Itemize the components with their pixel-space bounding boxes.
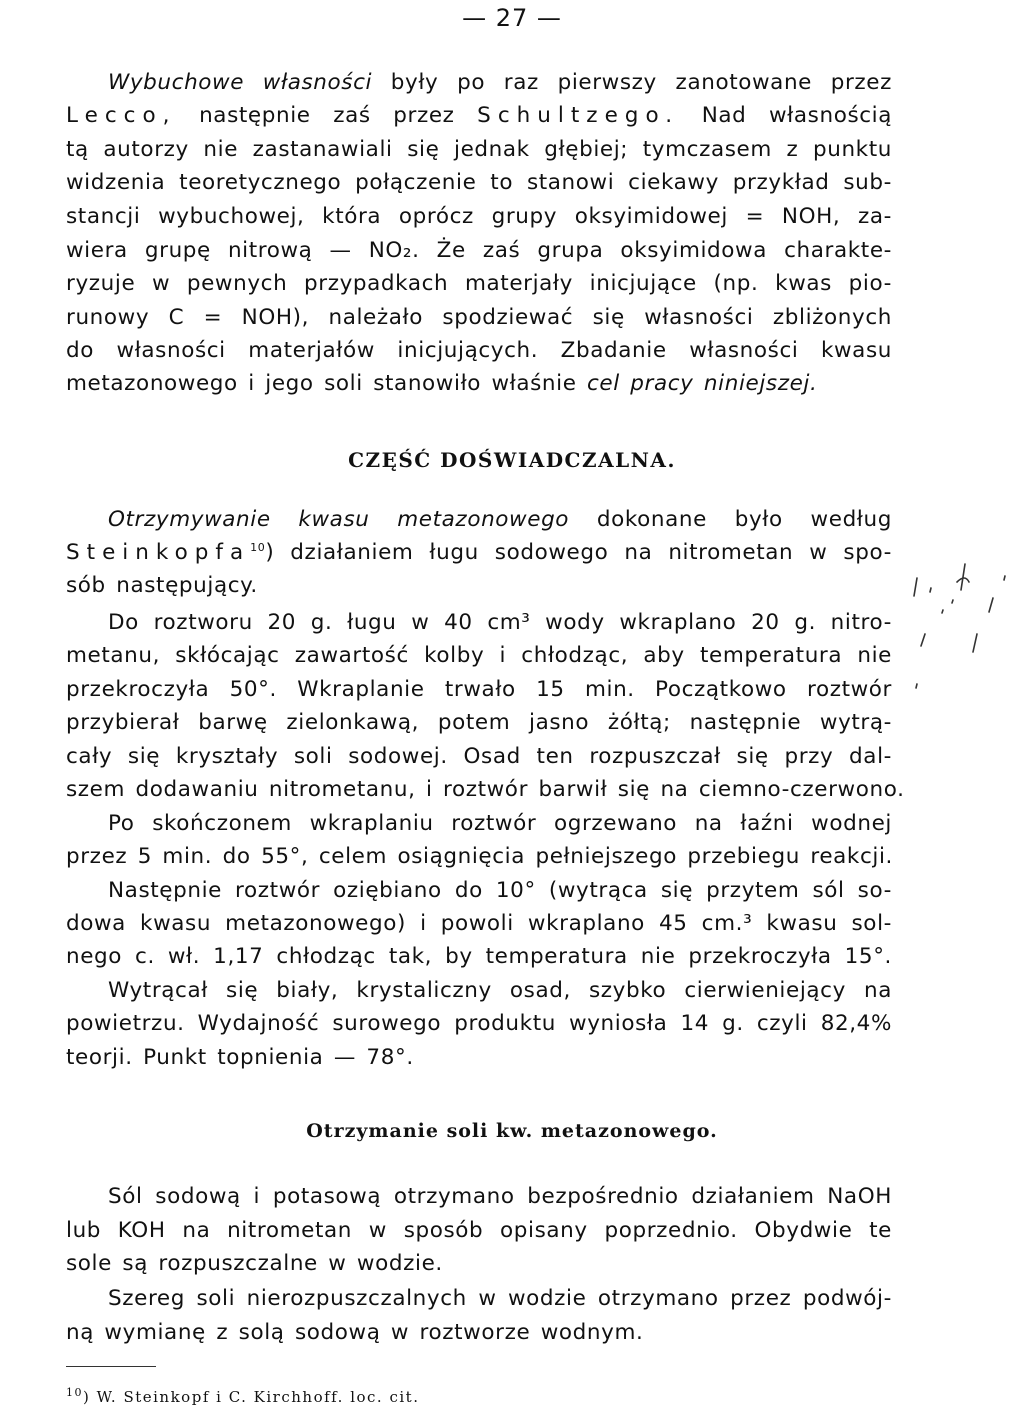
pencil-mark: [921, 634, 925, 646]
prep-line-11: przez 5 min. do 55°, celem osiągnięcia pełniejszego przebiegu reakcji.: [66, 844, 893, 869]
pencil-mark: [914, 578, 917, 596]
prep-line-1: [108, 509, 892, 531]
footnote-text: ) W. Steinkopf i C. Kirchhoff. loc. cit.: [83, 1388, 420, 1406]
prep-line-2-text: ) działaniem ługu sodowego na nitrometan w spo-: [265, 540, 892, 565]
intro-line-2-mid: następnie zaś przez: [199, 103, 455, 128]
margin-pencil-marks: [905, 560, 1015, 700]
section-heading-experimental: CZĘŚĆ DOŚWIADCZALNA.: [348, 448, 676, 472]
salts-line-4: Szereg soli nierozpuszczalnych w wodzie otrzymano przez podwój-: [108, 1286, 892, 1311]
prep-line-9: szem dodawaniu nitrometanu, i roztwór barwił się na ciemno-czerwono.: [66, 777, 905, 802]
intro-line-10: [66, 373, 892, 395]
prep-line-15: Wytrącał się biały, krystaliczny osad, szybko cierwieniejący na: [108, 978, 892, 1003]
prep-line-12: Następnie roztwór oziębiano do 10° (wytrąca się przytem sól so-: [108, 878, 892, 903]
author-lecco: Lecco,: [66, 103, 177, 128]
prep-line-3: sób następujący.: [66, 573, 258, 598]
pencil-mark: [973, 634, 977, 652]
intro-line-2-rest: Nad własnością: [701, 103, 893, 128]
intro-line-4: widzenia teoretycznego połączenie to stanowi ciekawy przykład sub-: [66, 170, 892, 195]
intro-line-9: do własności materjałów inicjujących. Zbadanie własności kwasu: [66, 338, 892, 363]
prep-line-1-text: dokonane było według: [596, 507, 892, 532]
prep-line-16: powietrzu. Wydajność surowego produktu wyniosła 14 g. czyli 82,4%: [66, 1011, 892, 1036]
intro-emphasis: Wybuchowe własności: [108, 70, 373, 95]
prep-line-5: metanu, skłócając zawartość kolby i chłodząc, aby temperatura nie: [66, 643, 892, 668]
salts-line-1: Sól sodową i potasową otrzymano bezpośrednio działaniem NaOH: [108, 1184, 892, 1209]
pencil-mark: [989, 598, 993, 612]
prep-line-2: [66, 542, 892, 564]
salts-line-3: sole są rozpuszczalne w wodzie.: [66, 1251, 443, 1276]
pencil-mark: [952, 600, 953, 603]
author-steinkopf: Steinkopfa: [66, 540, 251, 565]
prep-line-13: dowa kwasu metazonowego) i powoli wkraplano 45 cm.³ kwasu sol-: [66, 911, 892, 936]
intro-line-8: runowy C = NOH), należało spodziewać się własności zbliżonych: [66, 305, 892, 330]
intro-line-2: [66, 105, 892, 127]
section-heading-salts: Otrzymanie soli kw. metazonowego.: [306, 1120, 718, 1142]
author-schultze: Schultzego.: [477, 103, 680, 128]
intro-line-1: [108, 72, 892, 94]
pencil-mark: [1004, 576, 1005, 580]
intro-line-3: tą autorzy nie zastanawiali się jednak głębiej; tymczasem z punktu: [66, 137, 892, 162]
salts-line-5: ną wymianę z solą sodową w roztworze wodnym.: [66, 1320, 644, 1345]
intro-line-7: ryzuje w pewnych przypadkach materjały inicjujące (np. kwas pio-: [66, 271, 892, 296]
prep-line-7: przybierał barwę zielonkawą, potem jasno żółtą; następnie wytrą-: [66, 710, 892, 735]
intro-line-1-text: były po raz pierwszy zanotowane przez: [390, 70, 892, 95]
pencil-mark: [957, 564, 969, 590]
intro-line-10-text: metazonowego i jego soli stanowiło właśnie: [66, 371, 577, 396]
pencil-mark: [916, 684, 917, 688]
prep-line-6: przekroczyła 50°. Wkraplanie trwało 15 min. Początkowo roztwór: [66, 677, 892, 702]
prep-line-17: teorji. Punkt topnienia — 78°.: [66, 1045, 414, 1070]
intro-line-5: stancji wybuchowej, która oprócz grupy oksyimidowej = NOH, za-: [66, 204, 892, 229]
pencil-mark: [942, 610, 943, 613]
footnote-rule: [66, 1366, 156, 1367]
prep-line-14: nego c. wł. 1,17 chłodząc tak, by temperatura nie przekroczyła 15°.: [66, 944, 892, 969]
pencil-mark: [930, 588, 931, 592]
prep-line-8: cały się kryształy soli sodowej. Osad ten rozpuszczał się przy dal-: [66, 744, 892, 769]
footnote-ref: 10: [250, 540, 266, 554]
prep-line-4: Do roztworu 20 g. ługu w 40 cm³ wody wkraplano 20 g. nitro-: [108, 610, 892, 635]
page-number: — 27 —: [462, 4, 562, 32]
intro-goal-emphasis: cel pracy niniejszej.: [587, 371, 818, 396]
prep-line-10: Po skończonem wkraplaniu roztwór ogrzewano na łaźni wodnej: [108, 811, 892, 836]
footnote-number: 10: [66, 1386, 83, 1399]
intro-line-6: wiera grupę nitrową — NO₂. Że zaś grupa oksyimidowa charakte-: [66, 238, 892, 263]
footnote: [66, 1386, 420, 1406]
salts-line-2: lub KOH na nitrometan w sposób opisany poprzednio. Obydwie te: [66, 1218, 892, 1243]
prep-emphasis: Otrzymywanie kwasu metazonowego: [108, 507, 570, 532]
